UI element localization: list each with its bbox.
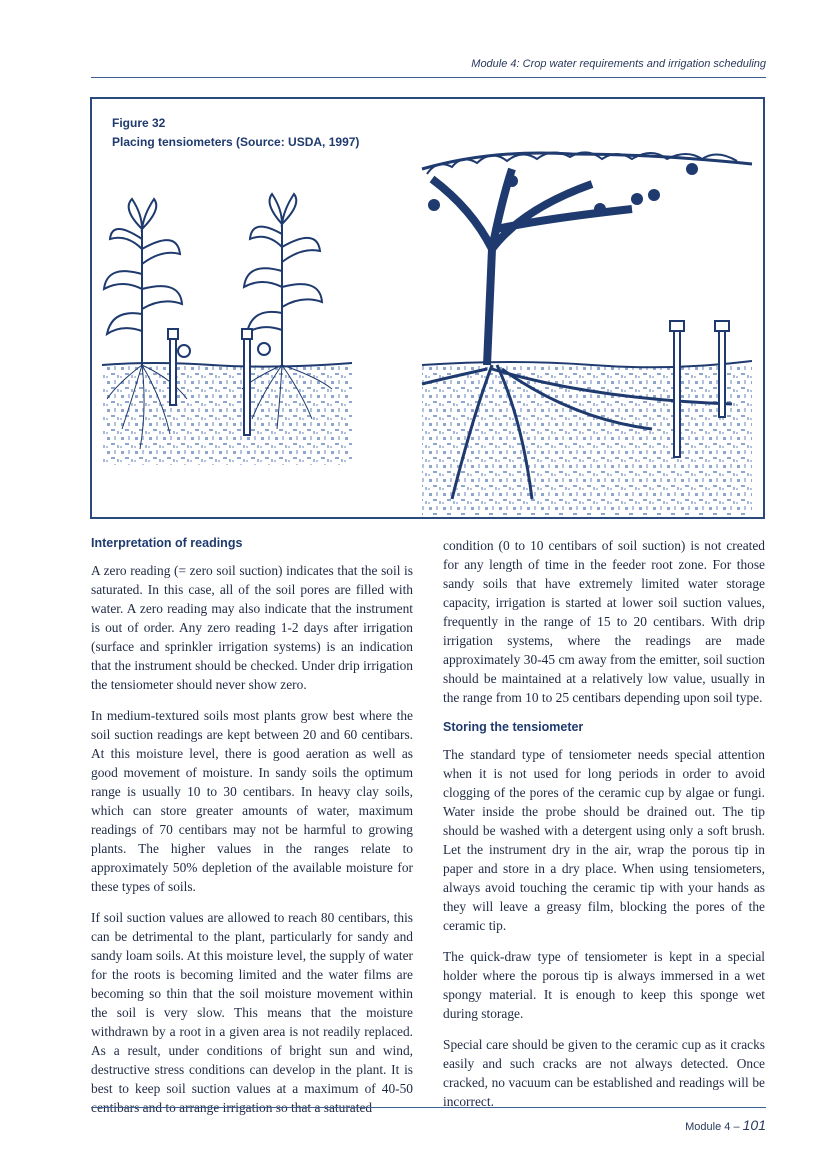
right-column — [443, 536, 765, 1123]
paragraph: condition (0 to 10 centibars of soil suction) is not created for any length of time in the feeder root zone. For those sandy soils that have extremely limited water storage capacity, irrigation is started at lower soil suction values, frequently in the range of 15 to 20 centibars. With drip irrigation systems, where the readings are made approximately 30-45 cm away from the emitter, soil suction should be maintained at a relatively low value, usually in the range from 10 to 25 centibars depending upon soil type. — [443, 538, 765, 705]
paragraph: Special care should be given to the ceramic cup as it cracks easily and such cracks are not always detected. Once cracked, no vacuum can be established and readings will be incorrect. — [443, 1037, 765, 1109]
footer-rule — [91, 1107, 766, 1108]
figure-32 — [90, 97, 765, 519]
paragraph: The standard type of tensiometer needs special attention when it is not used for long periods in order to avoid clogging of the pores of the ceramic cup by algae or fungi. Water inside the probe should be drained out. The tip should be washed with a detergent using only a soft brush. Let the instrument dry in the air, wrap the porous tip in paper and store in a dry place. When using tensiometers, always avoid touching the ceramic tip with your hands as they will leave a greasy film, blocking the pores of the ceramic tip. — [443, 747, 765, 933]
running-header: Module 4: Crop water requirements and irrigation scheduling — [471, 58, 766, 70]
page-number: 101 — [742, 1117, 766, 1133]
paragraph: A zero reading (= zero soil suction) indicates that the soil is saturated. In this case, all of the soil pores are filled with water. A zero reading may also indicate that the instrument is out of order. Any zero reading 1-2 days after irrigation (surface and sprinkler irrigation systems) is an indication that the instrument should be checked. Under drip irrigation the tensiometer should never show zero. — [91, 563, 413, 692]
footer-module: Module 4 – — [685, 1121, 740, 1133]
section-heading: Interpretation of readings — [91, 536, 243, 550]
fruit-tree-icon — [422, 152, 752, 365]
section-heading: Storing the tensiometer — [443, 720, 584, 734]
left-column — [91, 535, 413, 1129]
paragraph: The quick-draw type of tensiometer is kept in a special holder where the porous tip is always immersed in a wet spongy material. It is enough to keep this sponge wet during storage. — [443, 949, 765, 1021]
header-rule — [91, 77, 766, 78]
figure-caption: Placing tensiometers (Source: USDA, 1997) — [112, 135, 360, 149]
maize-plant-icon — [244, 194, 322, 365]
paragraph: In medium-textured soils most plants grow best where the soil suction readings are kept between 20 and 60 centibars. At this moisture level, there is good aeration as well as good movement of moisture. In sandy soils the optimum range is usually 10 to 30 centibars. In heavy clay soils, which can store greater amounts of water, maximum readings of 70 centibars may not be harmful to growing plants. The higher values in the ranges relate to approximately 50% depletion of the available moisture for these types of soils. — [91, 708, 413, 894]
page-footer — [685, 1117, 766, 1133]
tensiometer-illustration — [92, 99, 763, 517]
figure-number: Figure 32 — [112, 116, 166, 130]
paragraph: If soil suction values are allowed to reach 80 centibars, this can be detrimental to the plant, particularly for sandy and sandy loam soils. At this moisture level, the supply of water for the roots is becoming limited and the water films are becoming so thin that the soil moisture movement within the soil is very slow. This means that the moisture withdrawn by a root in a given area is not readily replaced. As a result, under conditions of bright sun and wind, destructive stress conditions can develop in the plant. It is best to keep soil suction values at a maximum of 40-50 centibars and to arrange irrigation so that a saturated — [91, 910, 413, 1115]
